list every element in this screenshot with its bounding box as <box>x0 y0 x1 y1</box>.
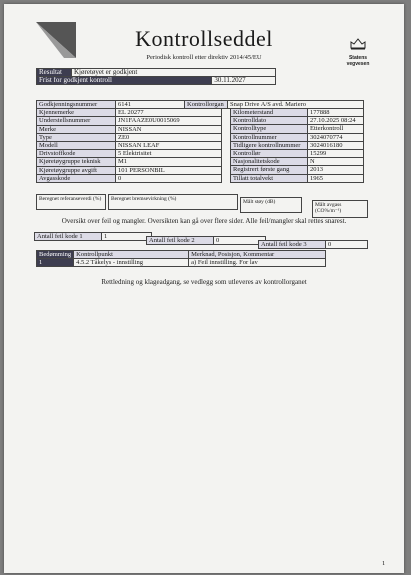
vehicle-table <box>36 100 222 183</box>
table-row: Nasjonalitetskode N <box>231 158 364 166</box>
agency-logo <box>338 36 378 67</box>
table-row: Registrert første gang 2013 <box>231 166 364 174</box>
document-page <box>4 4 404 573</box>
table-row: Kjøretøygruppe teknisk M1 <box>37 158 222 166</box>
table-row: Kontrolltype Etterkontroll <box>231 125 364 133</box>
exhaust-box: Målt avgass (CO%/m⁻¹) <box>312 200 368 218</box>
table-row: Kontrollør 15299 <box>231 149 364 157</box>
table-row: Modell NISSAN LEAF <box>37 141 222 149</box>
result-value: Kjøretøyet er godkjent <box>72 69 276 77</box>
table-row: Understellsnummer JN1FAAZE0U0015069 <box>37 117 222 125</box>
table-row: Godkjenningsnummer 6141 <box>37 101 222 109</box>
page-number: 1 <box>382 560 386 567</box>
document-title: Kontrollseddel <box>135 26 273 51</box>
control-body-label: Kontrollorgan <box>185 101 228 109</box>
table-row: Tillatt totalvekt 1965 <box>231 174 364 182</box>
table-header-row: Bedømming Kontrollpunkt Merknad, Posisjon, Kommentar <box>37 251 326 259</box>
table-row: Drivstoffkode 5 Elektrisitet <box>37 150 222 158</box>
fault-count-2: Antall feil kode 2 0 <box>146 236 266 245</box>
noise-box: Målt støy (dB) <box>240 197 302 213</box>
table-row: Merke NISSAN <box>37 125 222 133</box>
control-body-value: Snap Drive A/S avd. Mariero <box>228 101 364 109</box>
table-row: Kontrolldato 27.10.2025 08:24 <box>231 117 364 125</box>
table-row: Tidligere kontrollnummer 3024016180 <box>231 141 364 149</box>
crown-logo-icon <box>349 36 367 50</box>
control-details-table <box>230 108 364 183</box>
table-row: Kjøretøygruppe avgift 101 PERSONBIL <box>37 166 222 174</box>
table-row: Kontrollnummer 3024070774 <box>231 133 364 141</box>
deadline-value: 30.11.2027 <box>212 77 276 85</box>
document-subtitle: Periodisk kontroll etter direktiv 2014/45/EU <box>146 54 262 61</box>
brake-reference-box: Beregnet referanseverdi (%) <box>36 194 106 210</box>
overview-text: Oversikt over feil og mangler. Oversikten kan gå over flere sider. Alle feil/mangler skal rettes snarest. <box>61 217 347 225</box>
fault-count-3: Antall feil kode 3 0 <box>258 240 368 249</box>
table-row: 1 4.5.2 Tåkelys - innstilling a) Feil innstilling. For lav <box>37 259 326 267</box>
agency-name: Statens vegvesen <box>346 55 370 67</box>
fault-count-1: Antall feil kode 1 1 <box>34 232 152 241</box>
table-row: Kjennemerke EL 20277 <box>37 109 222 117</box>
table-row: Avgasskode 0 <box>37 174 222 182</box>
deadline-label: Frist for godkjent kontroll <box>37 77 212 85</box>
result-label: Resultat <box>37 69 72 77</box>
result-table <box>36 68 276 85</box>
brake-effect-box: Beregnet bremsevirkning (%) <box>108 194 238 210</box>
table-row: Type ZE0 <box>37 133 222 141</box>
footer-text: Rettledning og klageadgang, se vedlegg som utleveres av kontrollorganet <box>101 278 307 286</box>
table-row: Kilometerstand 177888 <box>231 109 364 117</box>
fault-table <box>36 250 326 267</box>
